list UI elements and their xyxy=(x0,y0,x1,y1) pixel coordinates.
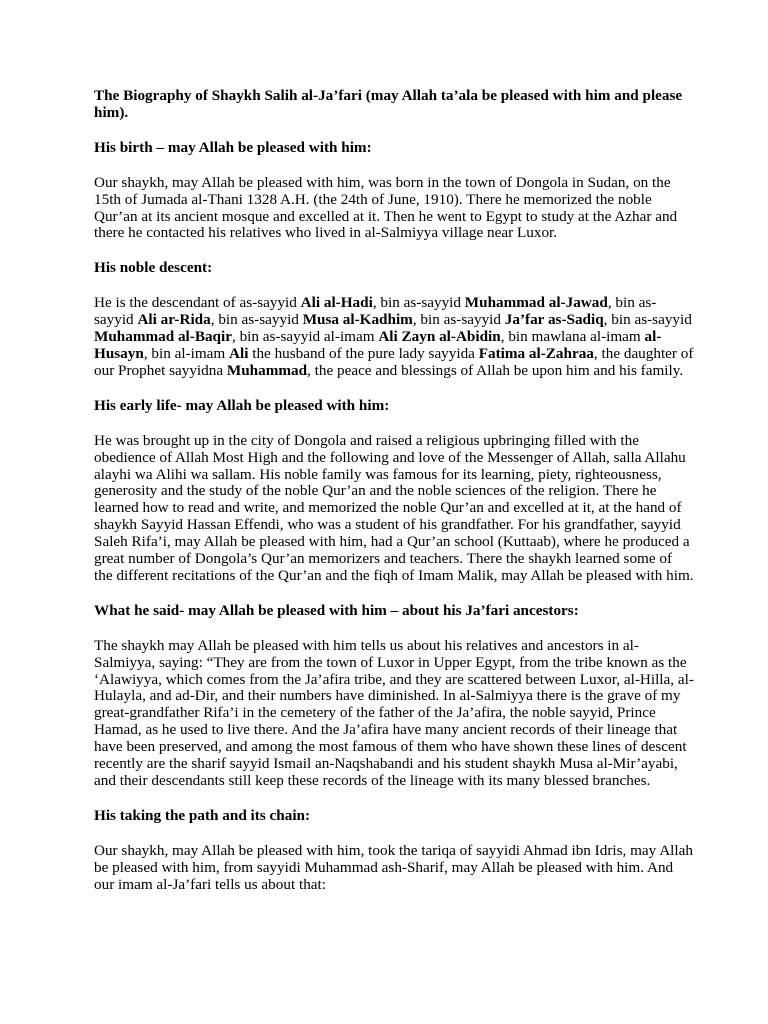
descent-name: Muhammad al-Jawad xyxy=(464,294,608,312)
descent-name: Musa al-Kadhim xyxy=(302,311,413,329)
descent-text: , bin as-sayyid xyxy=(210,311,303,329)
descent-name: Muhammad xyxy=(226,361,308,379)
descent-name: Ali al-Hadi xyxy=(300,294,373,312)
descent-text: , bin as-sayyid xyxy=(372,294,465,312)
descent-name: Ja’far as-Sadiq xyxy=(504,311,604,329)
descent-name: Muhammad al-Baqir xyxy=(94,328,232,346)
paragraph-birth: Our shaykh, may Allah be pleased with him, was born in the town of Dongola in Sudan, on the 15th of Jumada al-Thani 1328 A.H. (the 24th of June, 1910). There he memorized the noble Qur’an at its ancient mosque and excelled at it. Then he went to Egypt to study at the Azhar and there he contacted his relatives who lived in al-Salmiyya village near Luxor. xyxy=(94,173,678,242)
document-page xyxy=(94,88,694,912)
descent-text: , bin mawlana al-imam xyxy=(500,328,645,346)
descent-text: the husband of the pure lady sayyida xyxy=(248,344,479,362)
section-heading-path: His taking the path and its chain: xyxy=(94,806,311,824)
paragraph-early-life: He was brought up in the city of Dongola and raised a religious upbringing filled with the obedience of Allah Most High and the following and love of the Messenger of Allah, salla Allahu alayhi wa Alihi wa sallam. His noble family was famous for its learning, piety, righteousness, generosity and the study of the noble Qur’an and the noble sciences of the religion. There he learned how to read and write, and memorized the noble Qur’an and excelled at it, at the hand of shaykh Sayyid Hassan Effendi, who was a student of his grandfather. For his grandfather, sayyid Saleh Rifa’i, may Allah be pleased with him, had a Qur’an school (Kuttaab), where he produced a great number of Dongola’s Qur’an memorizers and teachers. There the shaykh learned some of the different recitations of the Qur’an and the fiqh of Imam Malik, may Allah be pleased with him. xyxy=(94,431,694,584)
descent-text: , bin as-sayyid al-imam xyxy=(231,328,379,346)
paragraph-descent xyxy=(94,295,694,380)
descent-name: Ali ar-Rida xyxy=(137,311,211,329)
paragraph-path: Our shaykh, may Allah be pleased with him, took the tariqa of sayyidi Ahmad ibn Idris, may Allah be pleased with him, from sayyidi Muhammad ash-Sharif, may Allah be pleased with him. And our imam al-Ja’fari tells us about that: xyxy=(94,841,693,893)
descent-text: , the daughter of our Prophet sayyidna xyxy=(94,344,694,379)
paragraph-ancestors: The shaykh may Allah be pleased with him tells us about his relatives and ancestors in al-Salmiyya, saying: “They are from the town of Luxor in Upper Egypt, from the tribe known as the ‘Alawiyya, which comes from the Ja’afira tribe, and they are scattered between Luxor, al-Hilla, al-Hulayla, and ad-Dir, and their numbers have diminished. In al-Salmiyya there is the grave of my great-grandfather Rifa’i in the cemetery of the father of the Ja’afira, the noble sayyid, Prince Hamad, as he used to live there. And the Ja’afira have many ancient records of their lineage that have been preserved, and among the most famous of them who have shown these lines of descent recently are the sharif sayyid Ismail an-Naqshabandi and his student shaykh Musa al-Mir’ayabi, and their descendants still keep these records of the lineage with its many blessed branches. xyxy=(94,636,694,789)
descent-name: al-Husayn xyxy=(94,328,662,362)
descent-text: , the peace and blessings of Allah be upon him and his family. xyxy=(307,361,684,379)
descent-name: Ali Zayn al-Abidin xyxy=(378,328,501,346)
section-heading-ancestors: What he said- may Allah be pleased with him – about his Ja’fari ancestors: xyxy=(94,601,579,619)
descent-name: Ali xyxy=(229,344,249,362)
descent-text: , bin as-sayyid xyxy=(412,311,505,329)
section-heading-descent: His noble descent: xyxy=(94,259,213,277)
descent-text: , bin as-sayyid xyxy=(603,311,692,329)
section-heading-early-life: His early life- may Allah be pleased with him: xyxy=(94,396,390,414)
descent-name: Fatima al-Zahraa xyxy=(478,344,594,362)
descent-text: He is the descendant of as-sayyid xyxy=(94,294,301,312)
section-heading-birth: His birth – may Allah be pleased with him: xyxy=(94,138,372,156)
document-title: The Biography of Shaykh Salih al-Ja’fari (may Allah ta’ala be pleased with him and please him). xyxy=(94,87,683,121)
descent-text: , bin as-sayyid xyxy=(94,294,657,329)
descent-text: , bin al-imam xyxy=(143,344,230,362)
